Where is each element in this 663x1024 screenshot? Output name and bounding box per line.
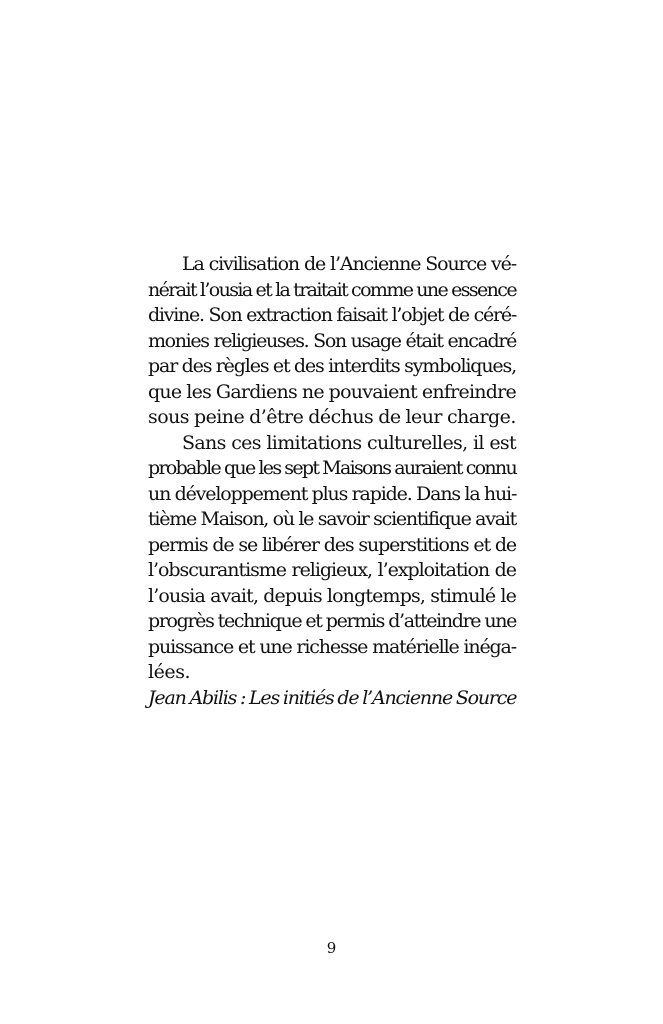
paragraph-line: lées. bbox=[148, 661, 191, 683]
paragraph-line: monies religieuses. Son usage était encadré bbox=[148, 329, 516, 352]
paragraph-2 bbox=[148, 431, 516, 686]
paragraph-line: permis de se libérer des superstitions et de bbox=[148, 533, 516, 556]
paragraph-line: un développement plus rapide. Dans la hui- bbox=[148, 482, 517, 505]
paragraph-line: nérait l’ousia et la traitait comme une essence bbox=[148, 278, 516, 301]
paragraph-1 bbox=[148, 252, 516, 431]
paragraph-line: Sans ces limitations culturelles, il est bbox=[182, 431, 516, 454]
paragraph-line: par des règles et des interdits symboliques, bbox=[148, 355, 516, 377]
paragraph-line: l’obscurantisme religieux, l’exploitation de bbox=[148, 559, 516, 581]
paragraph-line: tième Maison, où le savoir scientifique avait bbox=[148, 508, 516, 530]
paragraph-line: La civilisation de l’Ancienne Source vé- bbox=[182, 253, 516, 275]
paragraph-line: sous peine d’être déchus de leur charge. bbox=[148, 406, 516, 428]
attribution: Jean Abilis : Les initiés de l’Ancienne Source bbox=[148, 686, 517, 709]
paragraph-line: progrès technique et permis d’atteindre une bbox=[148, 610, 517, 632]
epigraph-text bbox=[148, 252, 516, 711]
paragraph-line: que les Gardiens ne pouvaient enfreindre bbox=[148, 380, 516, 403]
paragraph-line: probable que les sept Maisons auraient connu bbox=[148, 457, 516, 479]
paragraph-line: l’ousia avait, depuis longtemps, stimulé le bbox=[148, 584, 516, 607]
paragraph-line: puissance et une richesse matérielle inéga- bbox=[148, 635, 516, 658]
paragraph-line: divine. Son extraction faisait l’objet de céré- bbox=[148, 304, 516, 326]
page-number: 9 bbox=[326, 939, 337, 957]
